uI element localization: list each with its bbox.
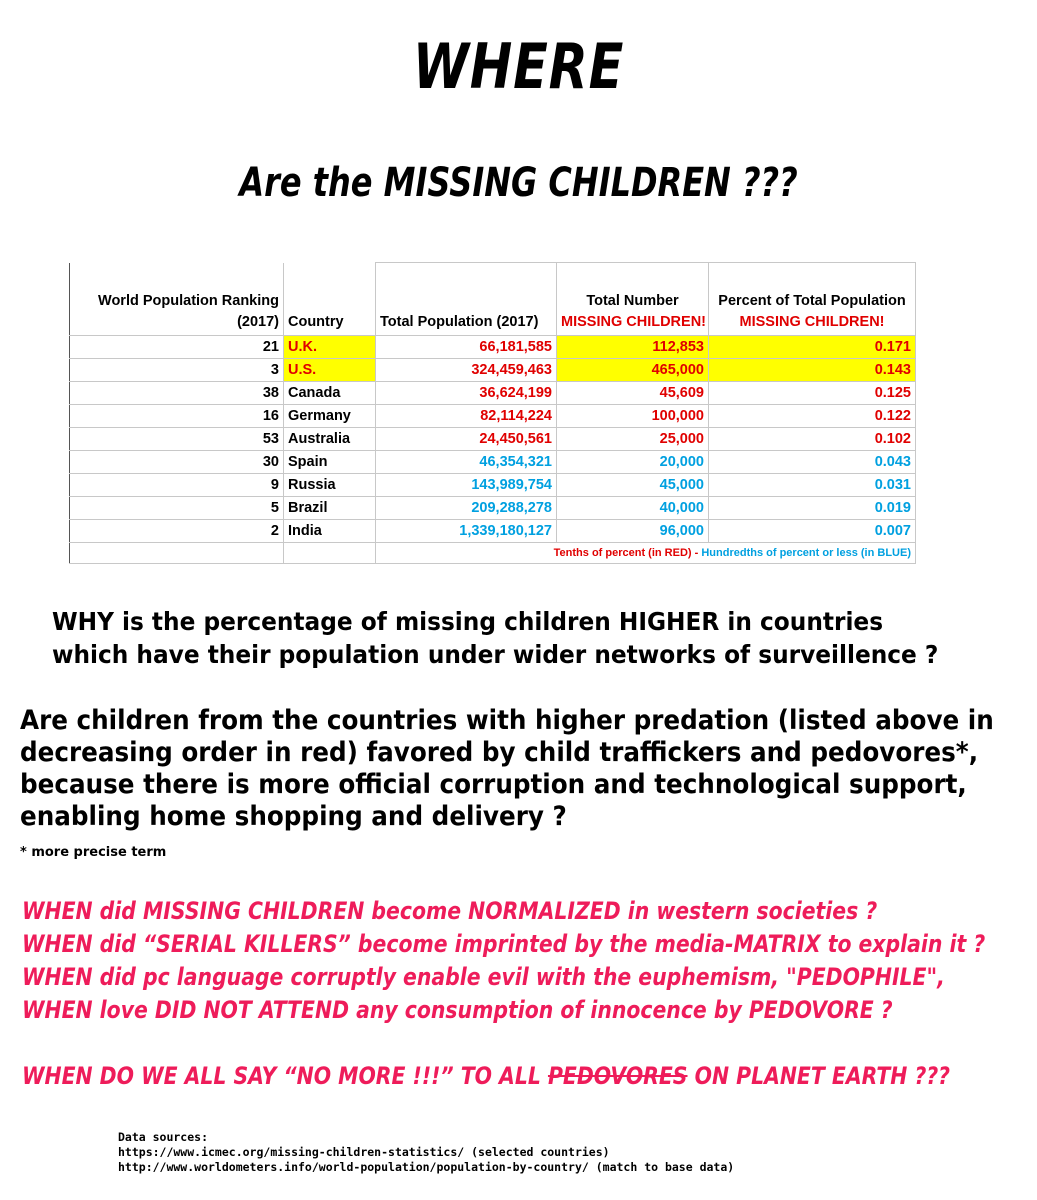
header-ranking (70, 263, 284, 336)
table-note-row (70, 543, 916, 564)
source-url: https://www.icmec.org/missing-children-statistics/ (selected countries) (118, 1145, 610, 1159)
percent-cell: 0.019 (709, 497, 916, 520)
when-line: WHEN did “SERIAL KILLERS” become imprinted by the media-MATRIX to explain it ? (22, 930, 986, 958)
header-ranking-line2: (2017) (237, 314, 279, 330)
missing-cell: 96,000 (557, 520, 709, 543)
header-missing-line1: Total Number (586, 293, 679, 309)
rank-cell: 21 (70, 336, 284, 359)
percent-cell: 0.122 (709, 405, 916, 428)
population-cell: 324,459,463 (376, 359, 557, 382)
final-line-start: WHEN DO WE ALL SAY “NO MORE !!!” TO ALL (22, 1062, 548, 1090)
percent-cell: 0.125 (709, 382, 916, 405)
country-cell: Spain (284, 451, 376, 474)
rank-cell: 9 (70, 474, 284, 497)
table-row (70, 405, 916, 428)
spacer (22, 1027, 872, 1060)
percent-cell: 0.031 (709, 474, 916, 497)
note-blue: Hundredths of percent or less (in BLUE) (701, 547, 911, 559)
country-cell: Canada (284, 382, 376, 405)
population-cell: 143,989,754 (376, 474, 557, 497)
page-subtitle: Are the MISSING CHILDREN ??? (239, 160, 798, 206)
percent-cell: 0.007 (709, 520, 916, 543)
header-percent-line1: Percent of Total Population (718, 293, 906, 309)
question-line: which have their population under wider networks of surveillence ? (52, 640, 939, 669)
rank-cell: 2 (70, 520, 284, 543)
missing-cell: 20,000 (557, 451, 709, 474)
empty-cell (70, 543, 284, 564)
when-line: WHEN did pc language corruptly enable evil with the euphemism, "PEDOPHILE", (22, 963, 945, 991)
rank-cell: 3 (70, 359, 284, 382)
missing-cell: 112,853 (557, 336, 709, 359)
population-cell: 1,339,180,127 (376, 520, 557, 543)
header-percent-line2: MISSING CHILDREN! (739, 314, 885, 330)
table-header-row (70, 263, 916, 336)
missing-cell: 465,000 (557, 359, 709, 382)
population-cell: 24,450,561 (376, 428, 557, 451)
page-title: WHERE (412, 30, 625, 103)
percent-cell: 0.102 (709, 428, 916, 451)
data-sources (118, 1130, 734, 1175)
when-line: WHEN love DID NOT ATTEND any consumption of innocence by PEDOVORE ? (22, 996, 893, 1024)
question-line: decreasing order in red) favored by child traffickers and pedovores*, (20, 737, 979, 768)
country-cell: Australia (284, 428, 376, 451)
struck-word: PEDOVORES (547, 1062, 688, 1090)
rank-cell: 30 (70, 451, 284, 474)
header-missing (557, 263, 709, 336)
population-cell: 36,624,199 (376, 382, 557, 405)
footnote: * more precise term (20, 845, 167, 860)
header-country: Country (284, 263, 376, 336)
empty-cell (284, 543, 376, 564)
header-ranking-line1: World Population Ranking (98, 293, 279, 309)
missing-children-table (69, 262, 915, 564)
table-row (70, 336, 916, 359)
table-row (70, 428, 916, 451)
question-surveillance (52, 605, 963, 671)
note-red: Tenths of percent (in RED) (553, 547, 692, 559)
header-total-population: Total Population (2017) (376, 263, 557, 336)
missing-cell: 40,000 (557, 497, 709, 520)
question-line: because there is more official corruption and technological support, (20, 769, 967, 800)
percent-cell: 0.143 (709, 359, 916, 382)
question-line: Are children from the countries with higher predation (listed above in (20, 705, 994, 736)
missing-cell: 25,000 (557, 428, 709, 451)
final-line-end: ON PLANET EARTH ??? (687, 1062, 950, 1090)
note-separator: - (691, 547, 702, 559)
rank-cell: 16 (70, 405, 284, 428)
table-row (70, 497, 916, 520)
rank-cell: 38 (70, 382, 284, 405)
color-legend-note (376, 543, 916, 564)
country-cell: Russia (284, 474, 376, 497)
population-cell: 46,354,321 (376, 451, 557, 474)
percent-cell: 0.043 (709, 451, 916, 474)
country-cell: U.S. (284, 359, 376, 382)
table-row (70, 359, 916, 382)
rank-cell: 53 (70, 428, 284, 451)
sources-label: Data sources: (118, 1130, 209, 1144)
table-row (70, 382, 916, 405)
table-row (70, 520, 916, 543)
header-percent (709, 263, 916, 336)
percent-cell: 0.171 (709, 336, 916, 359)
population-cell: 209,288,278 (376, 497, 557, 520)
missing-cell: 45,609 (557, 382, 709, 405)
population-cell: 66,181,585 (376, 336, 557, 359)
when-questions (22, 895, 986, 1093)
table-row (70, 451, 916, 474)
question-line: enabling home shopping and delivery ? (20, 801, 567, 832)
rank-cell: 5 (70, 497, 284, 520)
when-line: WHEN did MISSING CHILDREN become NORMALIZED in western societies ? (22, 897, 878, 925)
country-cell: U.K. (284, 336, 376, 359)
source-url: http://www.worldometers.info/world-population/population-by-country/ (match to base data) (118, 1160, 735, 1174)
question-line: WHY is the percentage of missing children HIGHER in countries (52, 607, 884, 636)
population-cell: 82,114,224 (376, 405, 557, 428)
question-predation (20, 705, 997, 833)
country-cell: Brazil (284, 497, 376, 520)
missing-cell: 45,000 (557, 474, 709, 497)
country-cell: Germany (284, 405, 376, 428)
table-row (70, 474, 916, 497)
country-cell: India (284, 520, 376, 543)
when-final-line (22, 1060, 950, 1093)
missing-cell: 100,000 (557, 405, 709, 428)
header-missing-line2: MISSING CHILDREN! (561, 314, 706, 330)
